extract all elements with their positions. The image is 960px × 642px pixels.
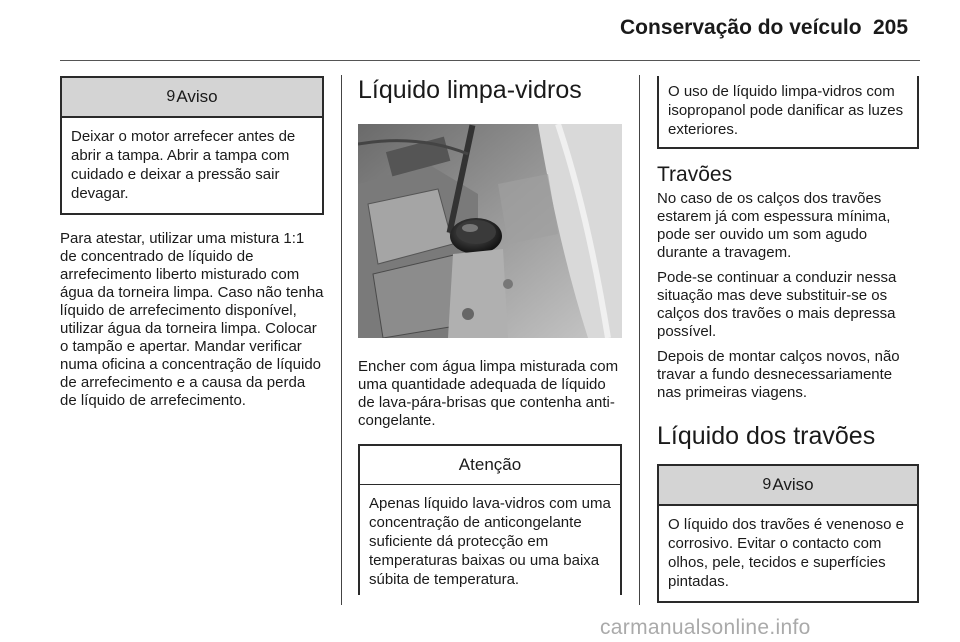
column-divider xyxy=(341,75,342,605)
warning-icon: 9 xyxy=(762,476,772,493)
watermark-text: carmanualsonline.info xyxy=(600,616,811,639)
warning-box-header xyxy=(659,466,917,506)
column-divider xyxy=(639,75,640,605)
caution-text: Apenas líquido lava-vidros com uma concentração de anticongelante suficiente dá protecção em temperaturas baixas ou uma baixa súbita de temperatura. xyxy=(369,495,611,588)
coolant-refill-paragraph: Para atestar, utilizar uma mistura 1:1 de concentrado de líquido de arrefecimento liberto misturado com água da torneira limpa. Caso não tenha líquido de arrefecimento disponível, utilizar água da torneira limpa. Colocar o tampão e apertar. Mandar verificar numa oficina a concentração de líquido de arrefecimento e a causa da perda de líquido de arrefecimento. xyxy=(60,230,324,409)
caution-box-header xyxy=(360,446,620,485)
caution-continued-text: O uso de líquido limpa-vidros com isopropanol pode danificar as luzes exteriores. xyxy=(668,83,904,138)
warning-title: Aviso xyxy=(772,475,814,494)
page-header-title: Conservação do veículo xyxy=(620,16,862,39)
brakes-paragraph: No caso de os calços dos travões estarem já com espessura mínima, pode ser ouvido um som agudo durante a travagem. xyxy=(657,190,891,261)
caution-box xyxy=(358,444,622,595)
brakes-paragraph: Depois de montar calços novos, não travar a fundo desnecessariamente nas primeiras viagens. xyxy=(657,348,900,401)
warning-text: Deixar o motor arrefecer antes de abrir a tampa. Abrir a tampa com cuidado e deixar a pressão sair devagar. xyxy=(71,128,296,202)
caution-title: Atenção xyxy=(458,455,522,474)
warning-box-header xyxy=(62,78,322,118)
washer-fluid-heading: Líquido limpa-vidros xyxy=(358,76,582,104)
column-3 xyxy=(657,76,919,603)
header-divider xyxy=(60,60,920,61)
warning-box-coolant xyxy=(60,76,324,215)
warning-title: Aviso xyxy=(176,87,218,106)
brakes-paragraph: Pode-se continuar a conduzir nessa situação mas deve substituir-se os calços dos travões o mais depressa possível. xyxy=(657,269,897,340)
page-number: 205 xyxy=(873,16,909,39)
column-2 xyxy=(358,76,622,595)
warning-icon: 9 xyxy=(166,88,176,105)
engine-bay-photo xyxy=(358,124,622,338)
column-1 xyxy=(60,76,324,410)
warning-box-brake-fluid xyxy=(657,464,919,603)
warning-text: O líquido dos travões é venenoso e corrosivo. Evitar o contacto com olhos, pele, tecidos e superfícies pintadas. xyxy=(668,516,904,590)
brakes-heading: Travões xyxy=(657,163,733,186)
brake-fluid-heading: Líquido dos travões xyxy=(657,422,876,450)
caution-box-continued xyxy=(657,76,919,149)
washer-fill-paragraph: Encher com água limpa misturada com uma quantidade adequada de líquido de lava-pára-brisas que contenha anti-congelante. xyxy=(358,358,619,429)
